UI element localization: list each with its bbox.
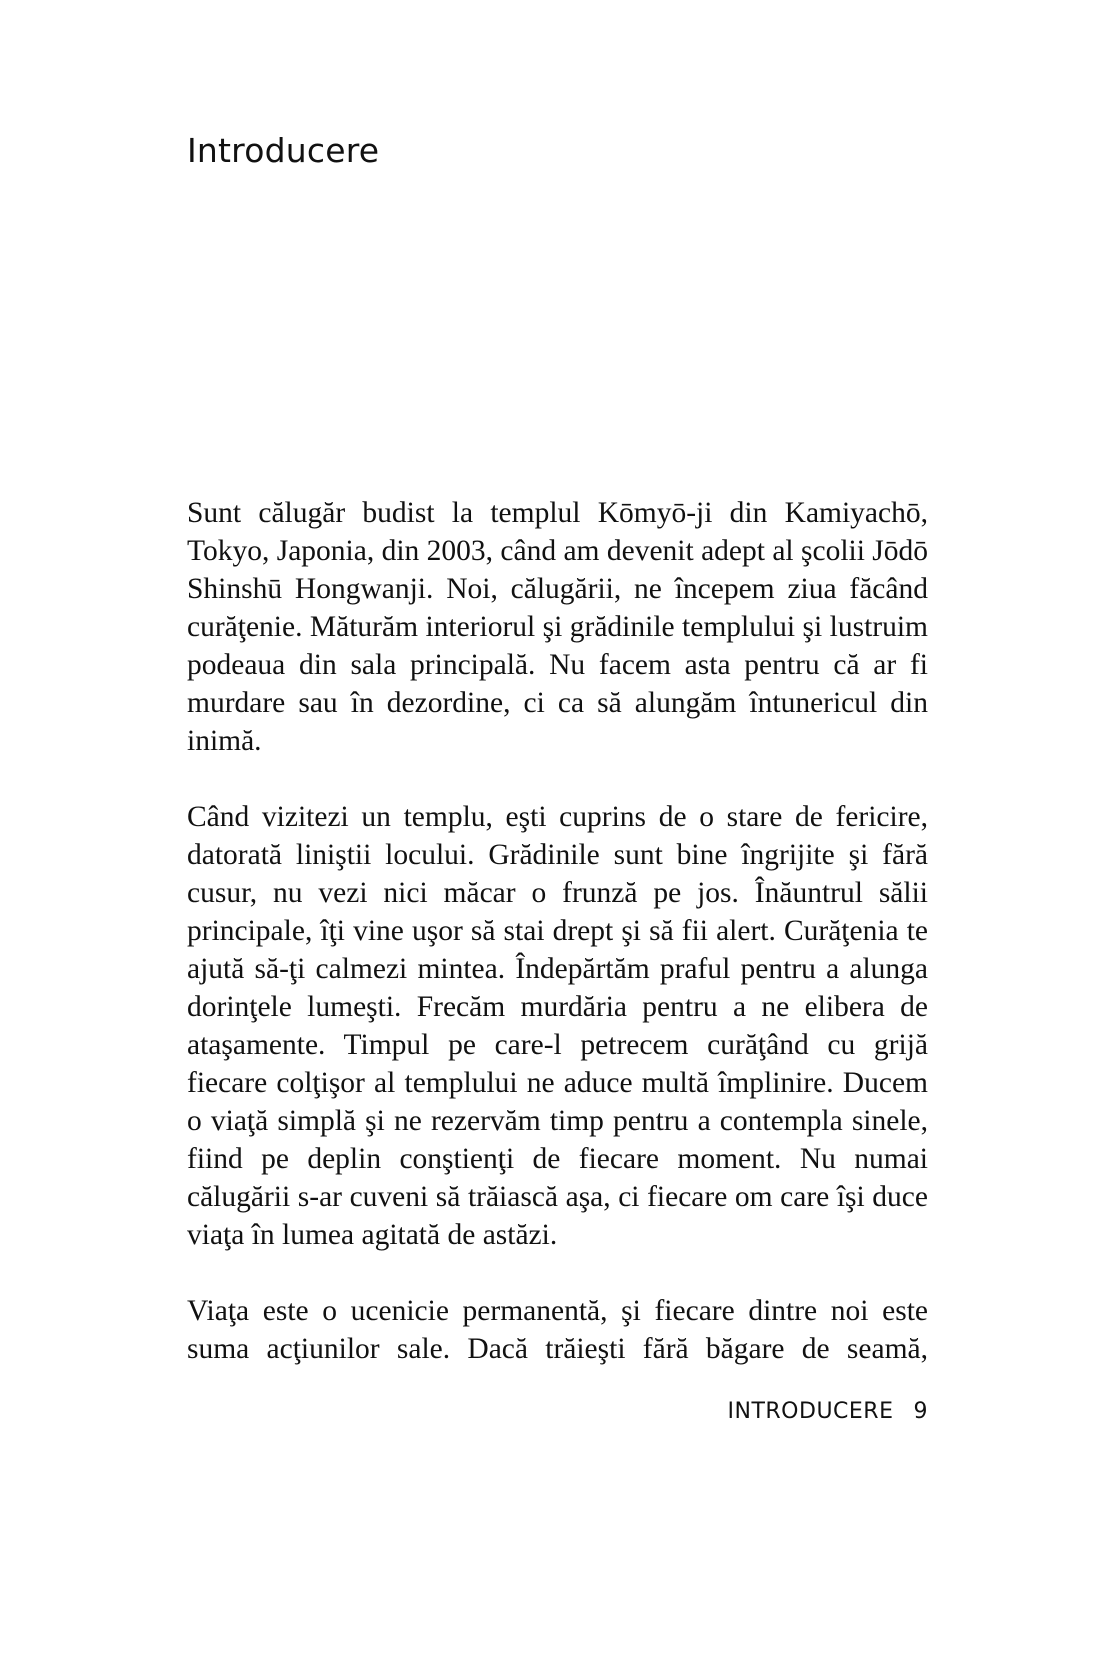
page-number: 9: [913, 1399, 928, 1424]
page-footer: [600, 1401, 928, 1423]
body-text: [187, 494, 928, 1368]
chapter-title: Introducere: [187, 131, 380, 170]
paragraph-3: Viaţa este o ucenicie permanentă, şi fiecare dintre noi este suma acţiunilor sale. Dacă trăieşti fără băgare de seamă,: [187, 1295, 928, 1365]
paragraph-1: Sunt călugăr budist la templul Kōmyō-ji din Kamiyachō, Tokyo, Japonia, din 2003, când am devenit adept al şcolii Jōdō Shinshū Hongwanji. Noi, călugării, ne începem ziua făcând curăţenie. Măturăm interiorul şi grădinile templului şi lustruim podeaua din sala principală. Nu facem asta pentru că ar fi murdare sau în dezordine, ci ca să alungăm întunericul din inimă.: [187, 497, 929, 757]
running-head: INTRODUCERE: [727, 1399, 894, 1424]
paragraph-2: Când vizitezi un templu, eşti cuprins de o stare de fericire, datorată liniştii locului. Grădinile sunt bine îngrijite şi fără cusur, nu vezi nici măcar o frunză pe jos. Înăuntrul sălii principale, îţi vine uşor să stai drept şi să fii alert. Curăţenia te ajută să-ţi calmezi mintea. Îndepărtăm praful pentru a alunga dorinţele lumeşti. Frecăm murdăria pentru a ne elibera de ataşamente. Timpul pe care-l petrecem curăţând cu grijă fiecare colţişor al templului ne aduce multă împlinire. Ducem o viaţă simplă şi ne rezervăm timp pentru a contempla sinele, fiind pe deplin conştienţi de fiecare moment. Nu numai călugării s-ar cuveni să trăiască aşa, ci fiecare om care îşi duce viaţa în lumea agitată de astăzi.: [187, 801, 928, 1251]
